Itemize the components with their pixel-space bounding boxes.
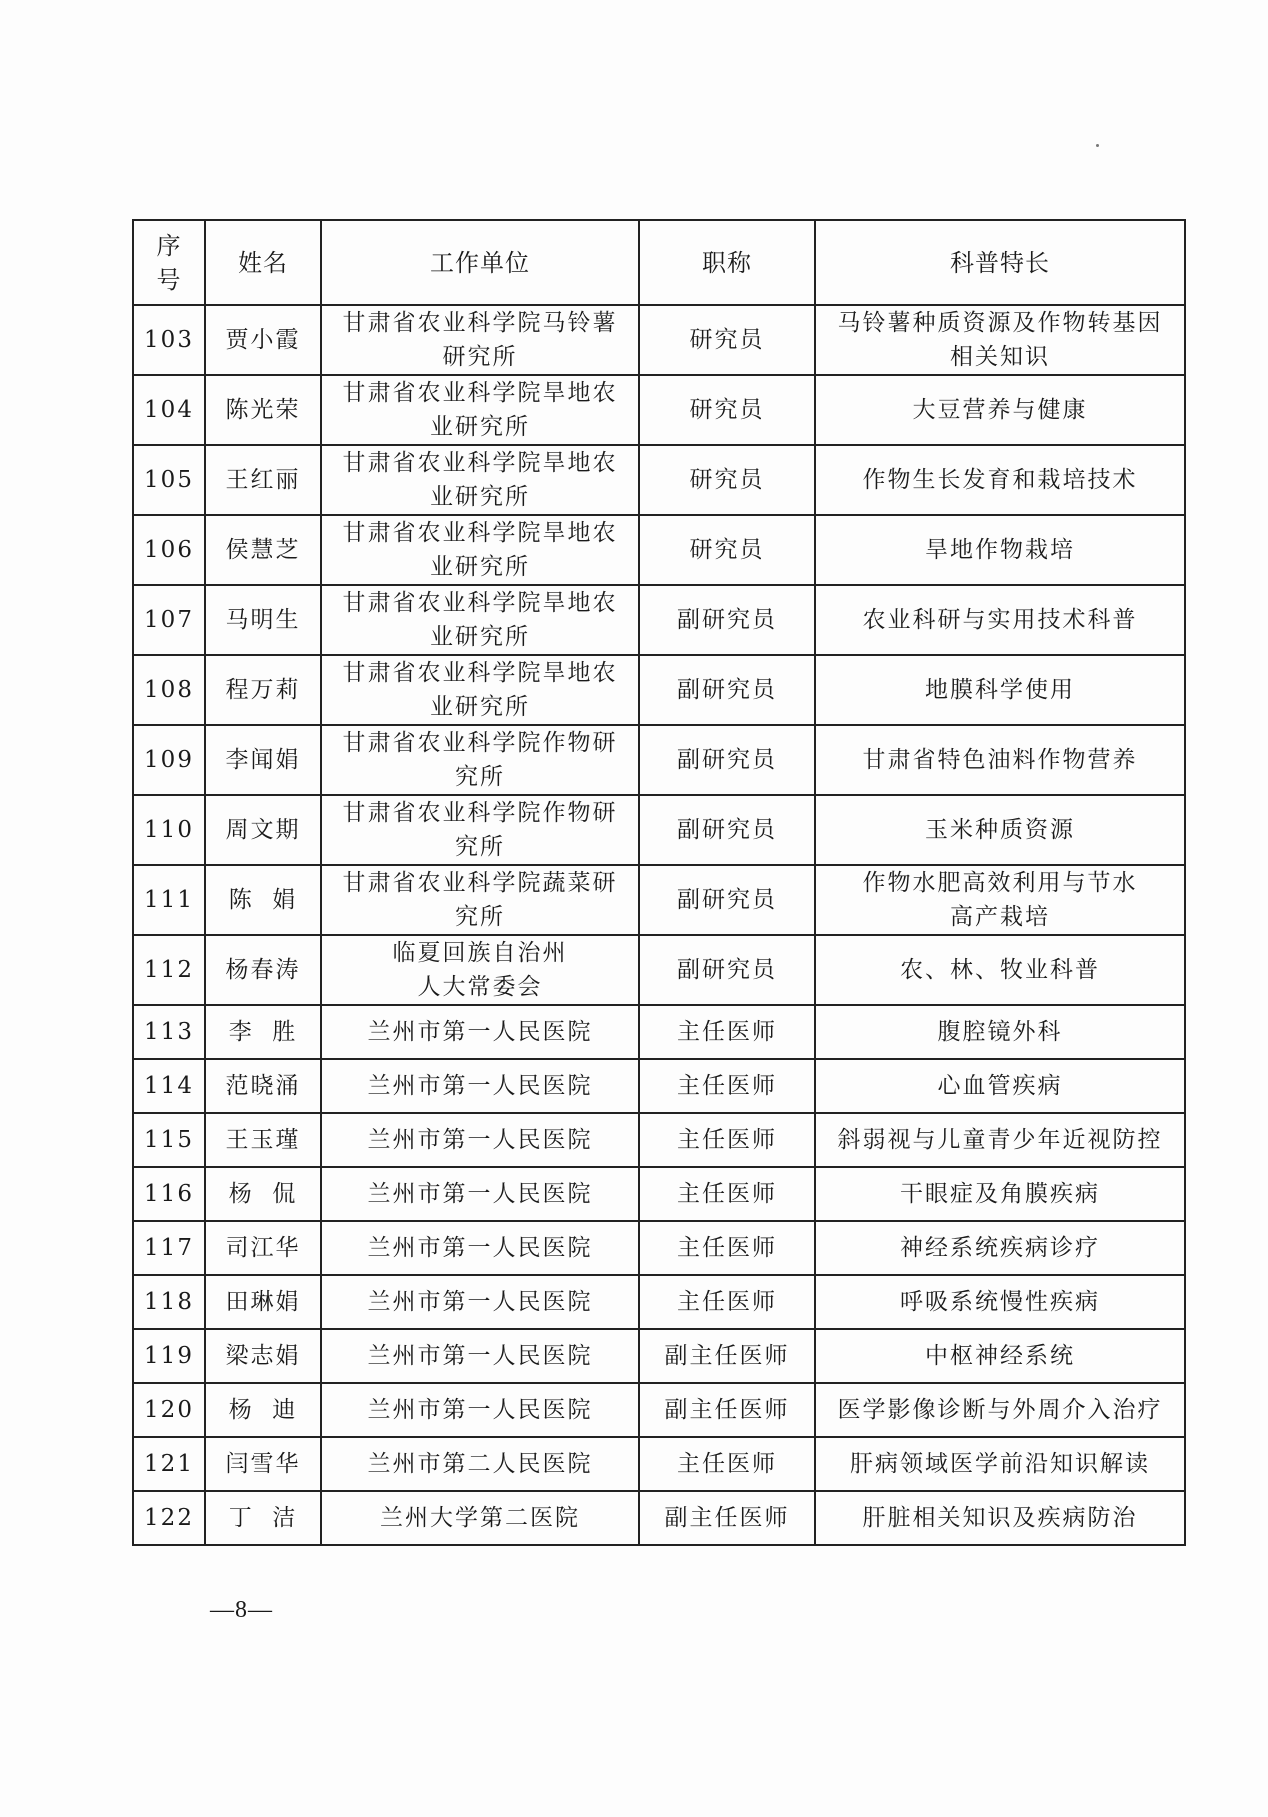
cell-name: 司江华 <box>205 1221 321 1275</box>
cell-serial-number: 111 <box>133 865 205 935</box>
scan-speck <box>1096 144 1099 147</box>
cell-serial-number: 121 <box>133 1437 205 1491</box>
cell-job-title: 主任医师 <box>639 1437 815 1491</box>
cell-serial-number: 113 <box>133 1005 205 1059</box>
cell-name: 王玉瑾 <box>205 1113 321 1167</box>
cell-job-title: 主任医师 <box>639 1167 815 1221</box>
cell-job-title: 副研究员 <box>639 585 815 655</box>
cell-serial-number: 107 <box>133 585 205 655</box>
cell-serial-number: 103 <box>133 305 205 375</box>
cell-serial-number: 109 <box>133 725 205 795</box>
table-row <box>133 375 1185 445</box>
cell-specialty: 神经系统疾病诊疗 <box>815 1221 1185 1275</box>
cell-job-title: 副主任医师 <box>639 1491 815 1545</box>
cell-job-title: 研究员 <box>639 445 815 515</box>
cell-specialty: 医学影像诊断与外周介入治疗 <box>815 1383 1185 1437</box>
cell-job-title: 主任医师 <box>639 1113 815 1167</box>
cell-name: 陈光荣 <box>205 375 321 445</box>
cell-serial-number: 116 <box>133 1167 205 1221</box>
cell-serial-number: 120 <box>133 1383 205 1437</box>
cell-specialty: 农、林、牧业科普 <box>815 935 1185 1005</box>
cell-name: 程万莉 <box>205 655 321 725</box>
cell-work-unit: 兰州市第一人民医院 <box>321 1275 639 1329</box>
table-row <box>133 515 1185 585</box>
cell-serial-number: 108 <box>133 655 205 725</box>
table-row <box>133 1437 1185 1491</box>
cell-name: 王红丽 <box>205 445 321 515</box>
cell-name: 杨春涛 <box>205 935 321 1005</box>
cell-work-unit: 兰州市第一人民医院 <box>321 1383 639 1437</box>
cell-job-title: 主任医师 <box>639 1005 815 1059</box>
cell-name: 周文期 <box>205 795 321 865</box>
table-body <box>133 305 1185 1545</box>
table-row <box>133 445 1185 515</box>
header-name: 姓名 <box>205 220 321 305</box>
cell-name: 范晓涌 <box>205 1059 321 1113</box>
header-work-unit: 工作单位 <box>321 220 639 305</box>
cell-job-title: 副研究员 <box>639 725 815 795</box>
cell-work-unit: 兰州市第一人民医院 <box>321 1167 639 1221</box>
cell-job-title: 副主任医师 <box>639 1383 815 1437</box>
cell-work-unit: 兰州市第一人民医院 <box>321 1221 639 1275</box>
cell-work-unit: 兰州市第一人民医院 <box>321 1113 639 1167</box>
cell-work-unit: 甘肃省农业科学院蔬菜研 究所 <box>321 865 639 935</box>
expert-roster-table <box>132 219 1186 1546</box>
table-row <box>133 935 1185 1005</box>
cell-name: 杨 侃 <box>205 1167 321 1221</box>
header-serial-number <box>133 220 205 305</box>
table-row <box>133 585 1185 655</box>
cell-specialty: 干眼症及角膜疾病 <box>815 1167 1185 1221</box>
cell-specialty: 心血管疾病 <box>815 1059 1185 1113</box>
cell-specialty: 农业科研与实用技术科普 <box>815 585 1185 655</box>
cell-specialty: 作物水肥高效利用与节水 高产栽培 <box>815 865 1185 935</box>
table-row <box>133 865 1185 935</box>
cell-specialty: 旱地作物栽培 <box>815 515 1185 585</box>
cell-specialty: 中枢神经系统 <box>815 1329 1185 1383</box>
cell-job-title: 研究员 <box>639 375 815 445</box>
cell-serial-number: 104 <box>133 375 205 445</box>
page-number: —8— <box>210 1597 273 1623</box>
cell-serial-number: 115 <box>133 1113 205 1167</box>
header-job-title: 职称 <box>639 220 815 305</box>
cell-serial-number: 114 <box>133 1059 205 1113</box>
cell-name: 马明生 <box>205 585 321 655</box>
cell-specialty: 肝脏相关知识及疾病防治 <box>815 1491 1185 1545</box>
cell-work-unit: 兰州市第二人民医院 <box>321 1437 639 1491</box>
table-row <box>133 1491 1185 1545</box>
cell-serial-number: 122 <box>133 1491 205 1545</box>
cell-specialty: 甘肃省特色油料作物营养 <box>815 725 1185 795</box>
cell-specialty: 玉米种质资源 <box>815 795 1185 865</box>
cell-serial-number: 118 <box>133 1275 205 1329</box>
cell-job-title: 主任医师 <box>639 1275 815 1329</box>
table-row <box>133 725 1185 795</box>
table-row <box>133 1329 1185 1383</box>
cell-job-title: 研究员 <box>639 305 815 375</box>
cell-name: 李 胜 <box>205 1005 321 1059</box>
cell-work-unit: 甘肃省农业科学院旱地农 业研究所 <box>321 655 639 725</box>
cell-job-title: 主任医师 <box>639 1221 815 1275</box>
cell-job-title: 副研究员 <box>639 795 815 865</box>
table-row <box>133 1221 1185 1275</box>
cell-name: 杨 迪 <box>205 1383 321 1437</box>
cell-work-unit: 甘肃省农业科学院作物研 究所 <box>321 795 639 865</box>
table-row <box>133 1113 1185 1167</box>
cell-serial-number: 105 <box>133 445 205 515</box>
cell-job-title: 副主任医师 <box>639 1329 815 1383</box>
cell-work-unit: 兰州市第一人民医院 <box>321 1059 639 1113</box>
table-row <box>133 1383 1185 1437</box>
cell-serial-number: 117 <box>133 1221 205 1275</box>
cell-name: 李闻娟 <box>205 725 321 795</box>
cell-name: 丁 洁 <box>205 1491 321 1545</box>
cell-serial-number: 106 <box>133 515 205 585</box>
table-row <box>133 795 1185 865</box>
cell-name: 闫雪华 <box>205 1437 321 1491</box>
table-header-row <box>133 220 1185 305</box>
cell-specialty: 马铃薯种质资源及作物转基因 相关知识 <box>815 305 1185 375</box>
cell-name: 田琳娟 <box>205 1275 321 1329</box>
cell-specialty: 呼吸系统慢性疾病 <box>815 1275 1185 1329</box>
cell-work-unit: 甘肃省农业科学院旱地农 业研究所 <box>321 375 639 445</box>
cell-job-title: 副研究员 <box>639 935 815 1005</box>
header-specialty: 科普特长 <box>815 220 1185 305</box>
cell-specialty: 作物生长发育和栽培技术 <box>815 445 1185 515</box>
cell-work-unit: 甘肃省农业科学院马铃薯 研究所 <box>321 305 639 375</box>
table-row <box>133 1275 1185 1329</box>
cell-work-unit: 兰州市第一人民医院 <box>321 1005 639 1059</box>
cell-work-unit: 兰州市第一人民医院 <box>321 1329 639 1383</box>
cell-work-unit: 甘肃省农业科学院作物研 究所 <box>321 725 639 795</box>
cell-work-unit: 甘肃省农业科学院旱地农 业研究所 <box>321 445 639 515</box>
cell-specialty: 斜弱视与儿童青少年近视防控 <box>815 1113 1185 1167</box>
cell-specialty: 地膜科学使用 <box>815 655 1185 725</box>
cell-serial-number: 110 <box>133 795 205 865</box>
cell-name: 梁志娟 <box>205 1329 321 1383</box>
cell-specialty: 大豆营养与健康 <box>815 375 1185 445</box>
table-row <box>133 655 1185 725</box>
cell-name: 陈 娟 <box>205 865 321 935</box>
table-row <box>133 1005 1185 1059</box>
cell-job-title: 副研究员 <box>639 865 815 935</box>
cell-specialty: 肝病领域医学前沿知识解读 <box>815 1437 1185 1491</box>
table-row <box>133 1167 1185 1221</box>
cell-work-unit: 临夏回族自治州 人大常委会 <box>321 935 639 1005</box>
cell-job-title: 研究员 <box>639 515 815 585</box>
cell-serial-number: 119 <box>133 1329 205 1383</box>
cell-job-title: 主任医师 <box>639 1059 815 1113</box>
cell-job-title: 副研究员 <box>639 655 815 725</box>
table-row <box>133 305 1185 375</box>
cell-name: 贾小霞 <box>205 305 321 375</box>
cell-work-unit: 甘肃省农业科学院旱地农 业研究所 <box>321 515 639 585</box>
header-serial-number-text: 序 号 <box>156 231 182 294</box>
cell-work-unit: 甘肃省农业科学院旱地农 业研究所 <box>321 585 639 655</box>
table-row <box>133 1059 1185 1113</box>
cell-serial-number: 112 <box>133 935 205 1005</box>
cell-work-unit: 兰州大学第二医院 <box>321 1491 639 1545</box>
cell-specialty: 腹腔镜外科 <box>815 1005 1185 1059</box>
cell-name: 侯慧芝 <box>205 515 321 585</box>
